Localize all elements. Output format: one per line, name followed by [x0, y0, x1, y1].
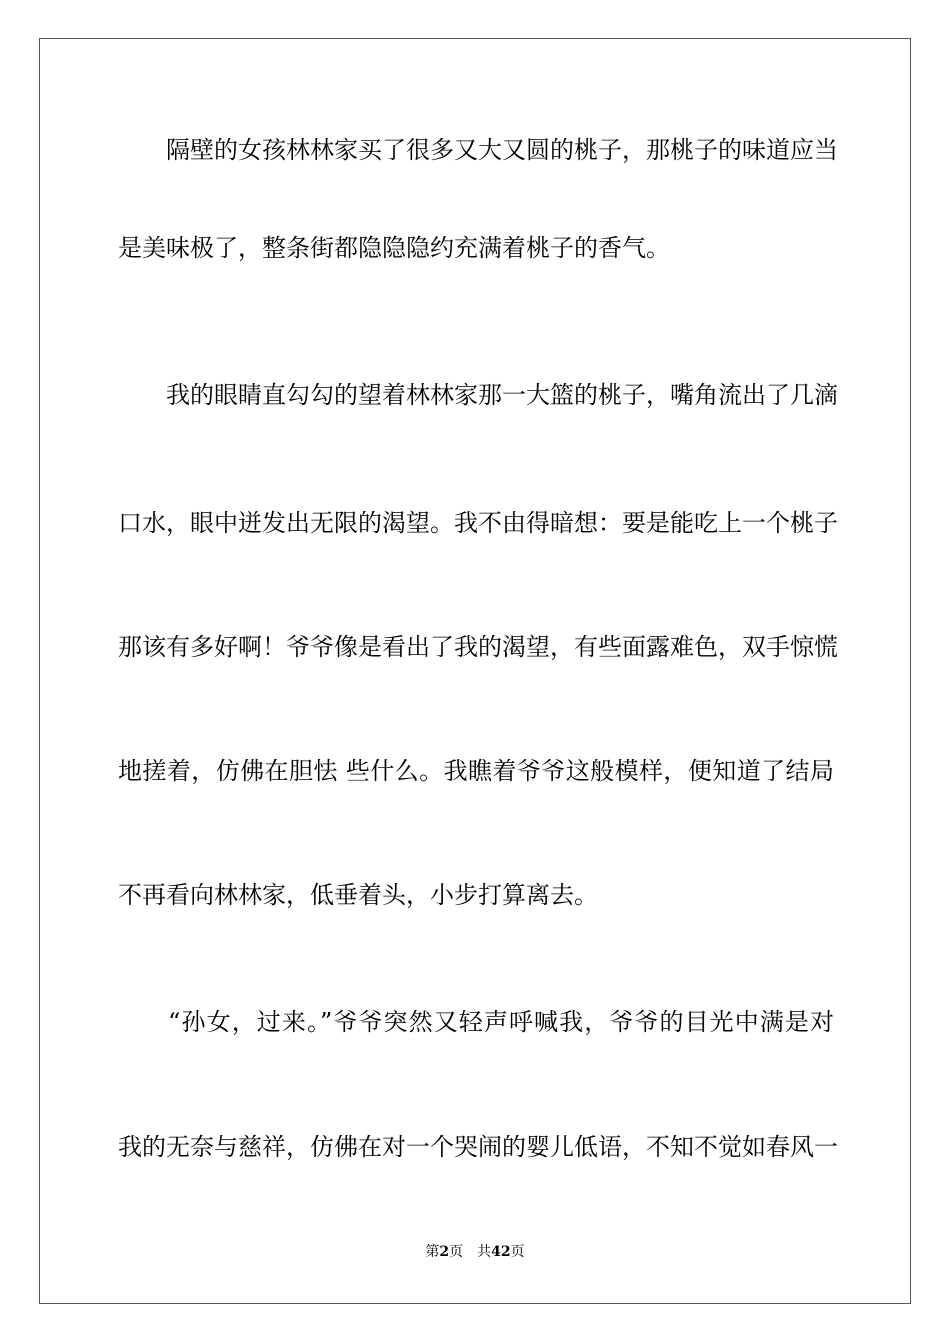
page-border [39, 38, 911, 1304]
text-line-5: 那该有多好啊！爷爷像是看出了我的渴望，有些面露难色，双手惊慌 [118, 633, 838, 661]
footer-total-prefix: 共 [477, 1244, 492, 1260]
text-line-9: 我的无奈与慈祥，仿佛在对一个哭闹的婴儿低语，不知不觉如春风一 [118, 1133, 838, 1161]
footer-page-number: 2 [439, 1244, 450, 1260]
text-line-2: 是美味极了，整条街都隐隐隐约充满着桃子的香气。 [118, 234, 670, 262]
footer-total-pages: 42 [491, 1244, 511, 1260]
footer-total-suffix: 页 [510, 1244, 525, 1260]
text-line-4: 口水，眼中迸发出无限的渴望。我不由得暗想：要是能吃上一个桃子 [118, 509, 838, 537]
text-line-1: 隔壁的女孩林林家买了很多又大又圆的桃子，那桃子的味道应当 [118, 136, 838, 164]
text-line-3: 我的眼睛直勾勾的望着林林家那一大篮的桃子，嘴角流出了几滴 [118, 381, 838, 409]
text-line-8: “孙女，过来。”爷爷突然又轻声呼喊我，爷爷的目光中满是对 [118, 1008, 834, 1036]
text-line-6: 地搓着，仿佛在胆怯 些什么。我瞧着爷爷这般模样，便知道了结局 [118, 757, 834, 785]
footer-page-prefix: 第 [425, 1244, 440, 1260]
text-line-7: 不再看向林林家，低垂着头，小步打算离去。 [118, 881, 598, 909]
footer-page-suffix: 页 [449, 1244, 464, 1260]
page-footer [0, 1243, 950, 1261]
